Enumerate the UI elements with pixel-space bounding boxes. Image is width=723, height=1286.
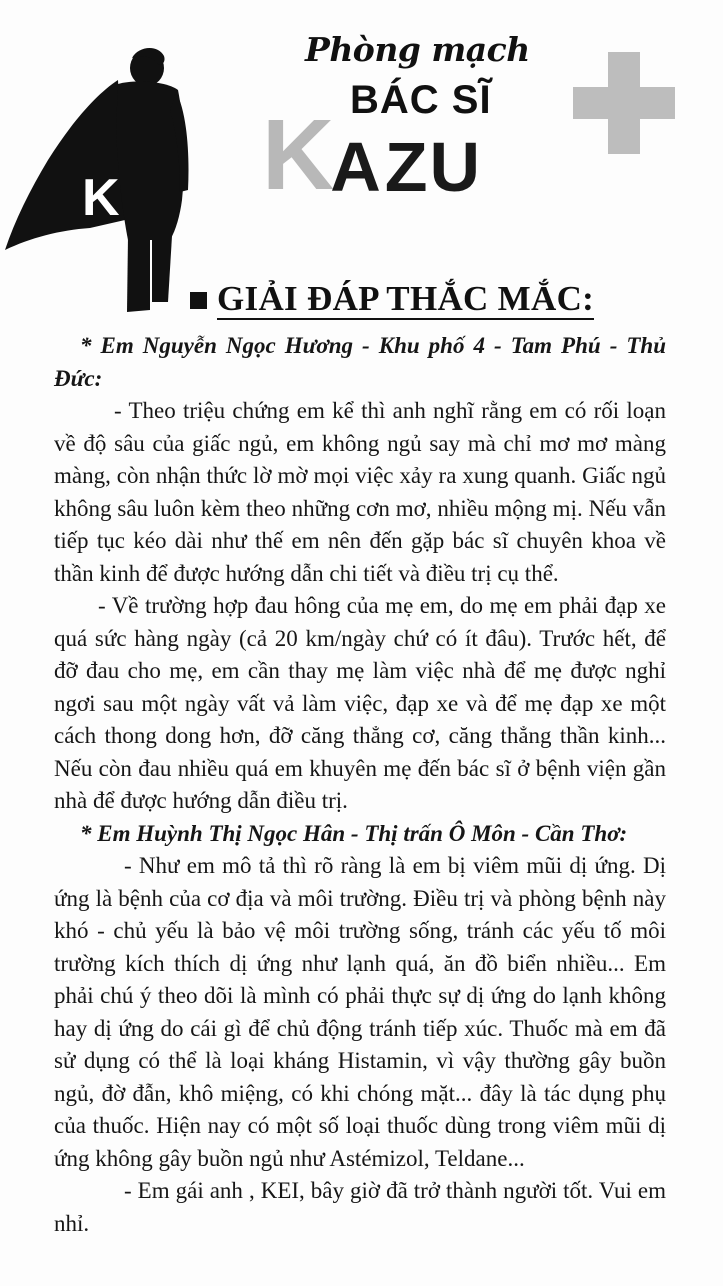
medical-cross-icon [573, 52, 675, 154]
title-kazu-k: K [262, 99, 335, 211]
hero-silhouette-icon [0, 40, 200, 320]
hero-letter: K [82, 169, 120, 227]
section-heading [190, 281, 594, 320]
title-bac-si: BÁC SĨ [350, 78, 492, 122]
letter-answer: - Về trường hợp đau hông của mẹ em, do mẹ em phải đạp xe quá sức hàng ngày (cả 20 km/ngày chứ có ít đâu). Trước hết, để đỡ đau cho mẹ, em cần thay mẹ làm việc nhà để mẹ được nghỉ ngơi sau một ngày vất vả làm việc, đạp xe và để mẹ đạp xe một cách thong dong hơn, đỡ căng thẳng cơ, căng thẳng thần kinh... Nếu còn đau nhiều quá em khuyên mẹ đến bác sĩ ở bệnh viện gần nhà để được hướng dẫn điều trị. [54, 593, 666, 813]
letter-answer: - Như em mô tả thì rõ ràng là em bị viêm mũi dị ứng. Dị ứng là bệnh của cơ địa và môi trường. Điều trị và phòng bệnh này khó - chủ yếu là bảo vệ môi trường sống, tránh các yếu tố môi trường kích thích dị ứng như lạnh quá, ăn đồ biển nhiều... Em phải chú ý theo dõi là mình có phải thực sự dị ứng do lạnh không hay dị ứng do cái gì để chủ động tránh tiếp xúc. Thuốc mà em đã sử dụng có thể là loại kháng Histamin, vì vậy thường gây buồn ngủ, đờ đẫn, khô miệng, có khi chóng mặt... đây là tác dụng phụ của thuốc. Hiện nay có một số loại thuốc dùng trong viêm mũi dị ứng không gây buồn ngủ như Astémizol, Teldane... [54, 853, 666, 1171]
letter-answer: - Em gái anh , KEI, bây giờ đã trở thành người tốt. Vui em nhỉ. [54, 1178, 666, 1236]
title-kazu [262, 99, 483, 211]
letter-question: * Em Nguyễn Ngọc Hương - Khu phố 4 - Tam Phú - Thủ Đức: [54, 333, 666, 391]
article-body [54, 330, 666, 1240]
title-kazu-zu: ZU [384, 127, 483, 206]
section-heading-text: GIẢI ĐÁP THẮC MẮC: [217, 279, 595, 318]
title-kazu-a: A [330, 127, 381, 206]
title-phong-mach: Phòng mạch [305, 30, 530, 69]
letter-question: * Em Huỳnh Thị Ngọc Hân - Thị trấn Ô Môn - Cần Thơ: [80, 820, 628, 846]
letter-answer: - Theo triệu chứng em kể thì anh nghĩ rằng em có rối loạn về độ sâu của giấc ngủ, em không ngủ say mà chỉ mơ mơ màng màng, còn nhận thức lờ mờ mọi việc xảy ra xung quanh. Giấc ngủ không sâu luôn kèm theo những cơn mơ, nhiều mộng mị. Nếu vẫn tiếp tục kéo dài như thế em nên đến gặp bác sĩ chuyên khoa về thần kinh để được hướng dẫn chi tiết và điều trị cụ thể. [54, 398, 666, 586]
square-bullet-icon [190, 292, 207, 309]
